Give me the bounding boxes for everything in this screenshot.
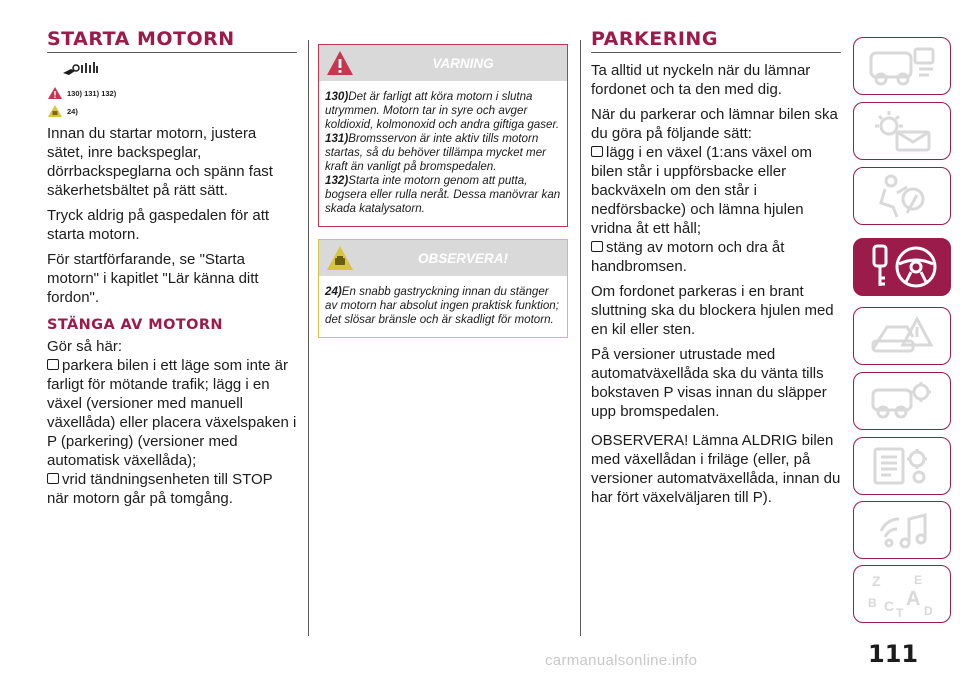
entry-number: 24) (325, 285, 342, 298)
car-dashboard-icon (867, 378, 937, 424)
warning-box-body (319, 81, 567, 226)
warning-entry (325, 174, 561, 216)
note-box-body (319, 276, 567, 337)
column-notices (318, 44, 568, 350)
warning-box-title: VARNING (432, 55, 494, 71)
note-box (318, 239, 568, 338)
entry-text: En snabb gastryckning innan du stänger av motorn har absolut ingen praktisk funktion; det slösar bränsle och är skadligt för motorn. (325, 285, 559, 326)
multimedia-music-icon (867, 507, 937, 553)
list-item (47, 356, 297, 470)
airbag-seat-icon (867, 173, 937, 219)
watermark: carmanualsonline.info (545, 652, 698, 669)
paragraph: På versioner utrustade med automatväxellåda ska du vänta tills bokstaven P visas innan du släpper upp bromspedalen. (591, 346, 827, 420)
warning-lights-icon (867, 108, 937, 154)
note-entry (325, 285, 561, 327)
column-divider-right (580, 40, 581, 636)
column-start-engine (47, 28, 297, 514)
warning-triangle-icon (326, 50, 354, 76)
entry-number: 132) (325, 174, 349, 187)
index-letter: E (914, 573, 923, 587)
note-triangle-icon (326, 245, 354, 271)
warning-refs-text: 130) 131) 132) (67, 88, 117, 98)
index-letter: D (924, 604, 933, 618)
entry-text: Starta inte motorn genom att putta, bogsera eller rulla neråt. Dessa manövrar kan skada katalysatorn. (325, 174, 561, 215)
paragraph: Innan du startar motorn, justera sätet, inre backspeglar, dörrbackspeglarna och spänn fast säkerhetsbältet på rätt sätt. (47, 125, 273, 199)
index-letter: Z (872, 573, 881, 589)
warning-box (318, 44, 568, 227)
entry-text: Det är farligt att köra motorn i slutna utrymmen. Motorn tar in syre och avger koldioxid, kolmonoxid och andra giftiga gaser. (325, 90, 560, 131)
note-refs-text: 24) (67, 106, 78, 116)
paragraph: Om fordonet parkeras i en brant sluttning ska du blockera hjulen med en kil eller sten. (591, 283, 834, 338)
list-item (591, 143, 841, 238)
paragraph: För startförfarande, se "Starta motorn" i kapitlet "Lär känna ditt fordon". (47, 251, 259, 306)
entry-number: 131) (325, 132, 349, 145)
paragraph: Ta alltid ut nyckeln när du lämnar fordonet och ta den med dig. (591, 62, 811, 98)
chapter-tab-starting-driving[interactable] (853, 238, 951, 296)
list-item (591, 238, 841, 276)
warning-box-header (319, 45, 567, 81)
paragraph: När du parkerar och lämnar bilen ska du göra på följande sätt: (591, 106, 838, 142)
index-letter: A (906, 588, 921, 610)
index-letter: B (868, 596, 877, 610)
page-number: 111 (868, 640, 919, 668)
key-steering-wheel-icon (862, 242, 942, 292)
car-dashboard-icon (867, 43, 937, 89)
list-item-text: parkera bilen i ett läge som inte är farligt för mötande trafik; lägg i en växel (versioner med manuell växellåda) eller placera växelspaken i P (parkering) (versioner med automatisk växellåda); (47, 357, 297, 469)
chapter-tab-multimedia[interactable] (853, 501, 951, 559)
column-divider-left (308, 40, 309, 636)
note-references (47, 104, 297, 118)
note-triangle-icon (47, 104, 63, 118)
section-title-parking: PARKERING (591, 28, 841, 53)
road-emergency-icon (867, 313, 937, 359)
column-parking (591, 28, 841, 513)
entry-text: Bromsservon är inte aktiv tills motorn startas, så du behöver tillämpa mycket mer kraft än vanligt på bromspedalen. (325, 132, 547, 173)
note-box-title: OBSERVERA! (417, 250, 508, 266)
chapter-tab-maintenance[interactable] (853, 372, 951, 430)
list-item-text: vrid tändningsenheten till STOP när motorn går på tomgång. (47, 471, 273, 507)
list-item-text: stäng av motorn och dra åt handbromsen. (591, 239, 785, 275)
paragraph: OBSERVERA! Lämna ALDRIG bilen med växellådan i friläge (eller, på versioner automatväxellåda, innan du har fört växelväljaren till P). (591, 432, 841, 506)
paragraph: Gör så här: (47, 338, 123, 355)
chapter-tab-emergency[interactable] (853, 307, 951, 365)
chapter-tab-safety[interactable] (853, 102, 951, 160)
alphabetical-index-icon (862, 569, 942, 619)
warning-entry (325, 90, 561, 132)
warning-entry (325, 132, 561, 174)
chapter-tab-technical-data[interactable] (853, 437, 951, 495)
index-letter: C (884, 598, 895, 614)
list-item (47, 470, 297, 508)
chapter-tab-index[interactable] (853, 565, 951, 623)
warning-references (47, 86, 297, 100)
warning-triangle-icon (47, 86, 63, 100)
checkbox-bullet-icon (47, 359, 59, 370)
section-title-start-engine: STARTA MOTORN (47, 28, 297, 53)
entry-number: 130) (325, 90, 349, 103)
list-item-text: lägg i en växel (1:ans växel om bilen står i uppförsbacke eller backväxeln om den står i nedförsbacke) och lämna hjulen vridna åt ett håll; (591, 144, 812, 237)
checkbox-bullet-icon (591, 241, 603, 252)
checkbox-bullet-icon (47, 473, 59, 484)
section-title-stop-engine: STÄNGA AV MOTORN (47, 317, 223, 333)
key-start-icon (61, 59, 297, 84)
note-box-header (319, 240, 567, 276)
checkbox-bullet-icon (591, 146, 603, 157)
index-letter: T (896, 606, 904, 619)
paragraph: Tryck aldrig på gaspedalen för att starta motorn. (47, 207, 270, 243)
maintenance-gears-icon (867, 443, 937, 489)
chapter-tab-dashboard[interactable] (853, 37, 951, 95)
chapter-tab-airbags[interactable] (853, 167, 951, 225)
